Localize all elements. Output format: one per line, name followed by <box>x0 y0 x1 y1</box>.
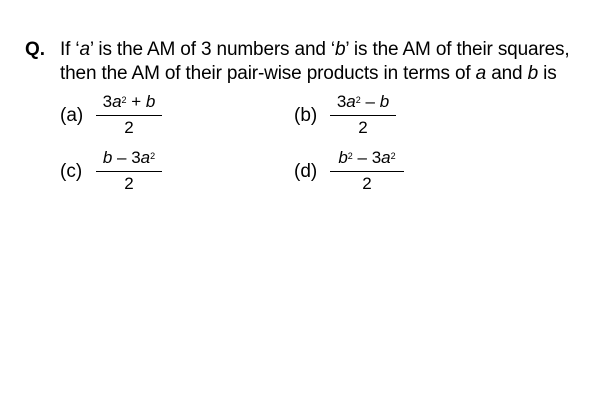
option-d-label: (d) <box>294 161 318 182</box>
variable-b: b <box>379 92 390 111</box>
numerator-operator: – <box>360 92 380 111</box>
option-a-fraction <box>96 92 162 138</box>
variable-a: a <box>79 39 90 60</box>
variable-a: a <box>475 63 487 84</box>
option-c[interactable] <box>60 148 260 194</box>
numerator-term: – 3 <box>112 148 141 167</box>
variable-b: b <box>102 148 113 167</box>
option-c-numerator <box>96 148 162 168</box>
question-text: ’ is the AM of their squares, <box>345 39 570 60</box>
exponent: 2 <box>347 151 353 161</box>
option-d-denominator: 2 <box>362 174 372 193</box>
option-c-fraction <box>96 148 162 194</box>
variable-b: b <box>527 63 539 84</box>
variable-a: a <box>140 148 151 167</box>
exponent: 2 <box>390 151 396 161</box>
question-text: is <box>538 63 557 84</box>
option-a-numerator <box>96 92 162 112</box>
option-c-label: (c) <box>60 161 83 182</box>
fraction-bar <box>330 171 404 172</box>
option-d-numerator <box>330 148 404 168</box>
option-a-label: (a) <box>60 105 84 126</box>
option-c-denominator: 2 <box>124 174 134 193</box>
option-b-numerator <box>330 92 396 112</box>
question-label: Q. <box>25 39 46 60</box>
fraction-bar <box>330 115 396 116</box>
numerator-operator: + <box>126 92 146 111</box>
option-d[interactable] <box>294 148 494 194</box>
question-text-line-1 <box>60 38 570 62</box>
exponent: 2 <box>121 95 127 105</box>
exponent: 2 <box>150 151 156 161</box>
variable-a: a <box>381 148 391 167</box>
exponent: 2 <box>355 95 361 105</box>
option-b-denominator: 2 <box>358 118 368 137</box>
fraction-bar <box>96 171 162 172</box>
question-text: then the AM of their pair-wise products in terms of <box>60 63 476 84</box>
option-b-label: (b) <box>294 105 318 126</box>
question-text-line-2 <box>60 62 557 86</box>
question-text: ’ is the AM of 3 numbers and ‘ <box>89 39 335 60</box>
numerator-term: 3 <box>336 92 347 111</box>
question-text: If ‘ <box>60 39 80 60</box>
numerator-term: 3 <box>102 92 113 111</box>
variable-b: b <box>334 39 346 60</box>
option-d-fraction <box>330 148 404 194</box>
option-b[interactable] <box>294 92 494 138</box>
question-text: and <box>486 63 528 84</box>
numerator-term: – 3 <box>352 148 382 167</box>
variable-b: b <box>338 148 348 167</box>
option-b-fraction <box>330 92 396 138</box>
variable-a: a <box>112 92 122 111</box>
option-a-denominator: 2 <box>124 118 134 137</box>
variable-b: b <box>145 92 156 111</box>
option-a[interactable] <box>60 92 260 138</box>
fraction-bar <box>96 115 162 116</box>
variable-a: a <box>346 92 356 111</box>
